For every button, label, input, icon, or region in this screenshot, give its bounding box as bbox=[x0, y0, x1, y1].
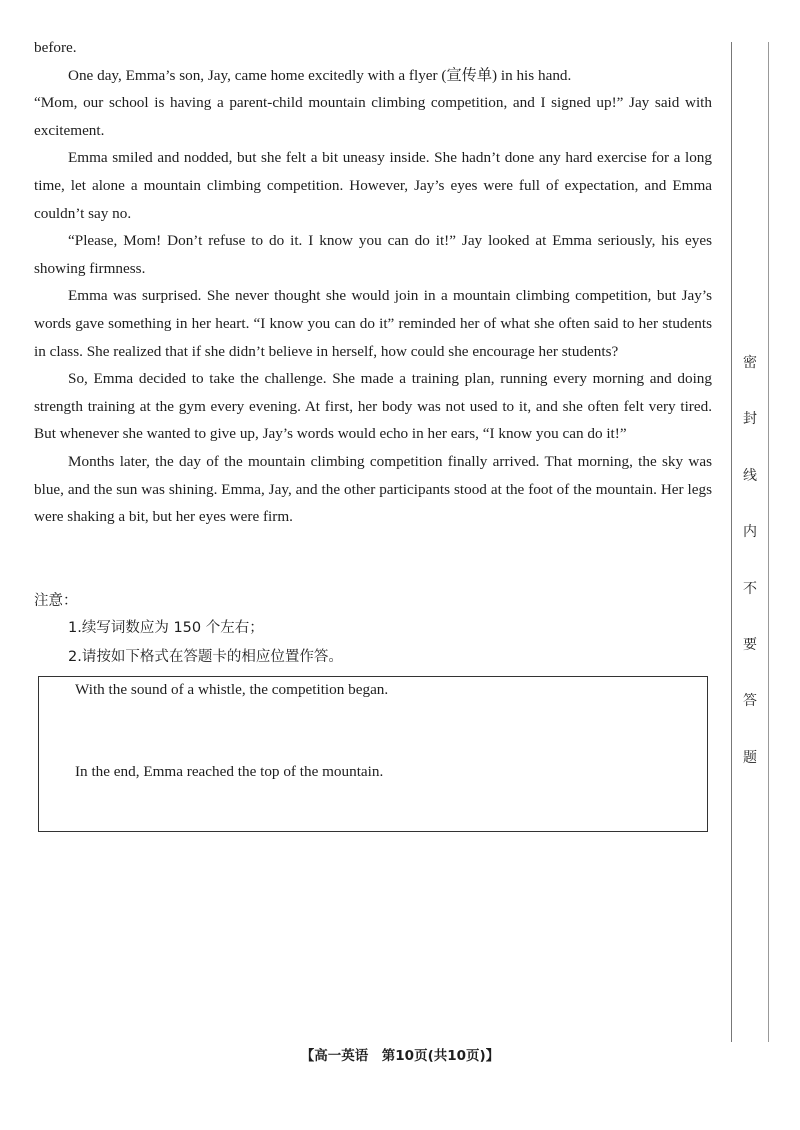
seal-char: 内 bbox=[743, 524, 757, 540]
continuation-opening-line-1: With the sound of a whistle, the competition began. bbox=[75, 681, 389, 698]
passage-paragraph: “Mom, our school is having a parent-child mountain climbing competition, and I signed up!” Jay said with excitement. bbox=[34, 94, 712, 139]
seal-char: 线 bbox=[743, 468, 757, 484]
instructions bbox=[34, 588, 712, 672]
seal-char: 密 bbox=[743, 355, 757, 371]
passage-paragraph: Emma smiled and nodded, but she felt a bit uneasy inside. She hadn’t done any hard exercise for a long time, let alone a mountain climbing competition. However, Jay’s eyes were full of expectation, and Emma couldn’t say no. bbox=[34, 149, 712, 222]
instruction-item: 1.续写词数应为 150 个左右； bbox=[68, 620, 264, 636]
passage-paragraph: “Please, Mom! Don’t refuse to do it. I know you can do it!” Jay looked at Emma seriously, his eyes showing firmness. bbox=[34, 232, 712, 277]
page-footer: 【高一英语 第10页(共10页)】 bbox=[300, 1048, 500, 1064]
answer-format-box bbox=[38, 676, 708, 832]
continuation-opening-line-2: In the end, Emma reached the top of the mountain. bbox=[75, 763, 384, 780]
instruction-item: 2.请按如下格式在答题卡的相应位置作答。 bbox=[68, 649, 343, 665]
passage bbox=[34, 34, 712, 531]
seal-char: 不 bbox=[743, 581, 757, 597]
seal-line-strip bbox=[731, 42, 768, 1042]
passage-paragraph: One day, Emma’s son, Jay, came home excitedly with a flyer (宣传单) in his hand. bbox=[68, 66, 572, 84]
passage-paragraph: Months later, the day of the mountain climbing competition finally arrived. That morning, the sky was blue, and the sun was shining. Emma, Jay, and the other participants stood at the foot of the mountain. Her legs were shaking a bit, but her eyes were firm. bbox=[34, 452, 712, 526]
seal-char: 封 bbox=[743, 411, 757, 427]
passage-paragraph: Emma was surprised. She never thought she would join in a mountain climbing competition, but Jay’s words gave something in her heart. “I know you can do it” reminded her of what she often said to her students in class. She realized that if she didn’t believe in herself, how could she encourage her students? bbox=[34, 287, 712, 360]
seal-strip-edge bbox=[768, 42, 769, 1042]
seal-char: 要 bbox=[743, 637, 757, 653]
passage-paragraph: before. bbox=[34, 39, 77, 56]
seal-char: 题 bbox=[743, 750, 757, 766]
seal-char: 答 bbox=[743, 693, 757, 709]
instructions-title: 注意： bbox=[34, 593, 78, 609]
passage-paragraph: So, Emma decided to take the challenge. She made a training plan, running every morning and doing strength training at the gym every evening. At first, her body was not used to it, and she often felt very tired. But whenever she wanted to give up, Jay’s words would echo in her ears, “I know you can do it!” bbox=[34, 370, 712, 443]
